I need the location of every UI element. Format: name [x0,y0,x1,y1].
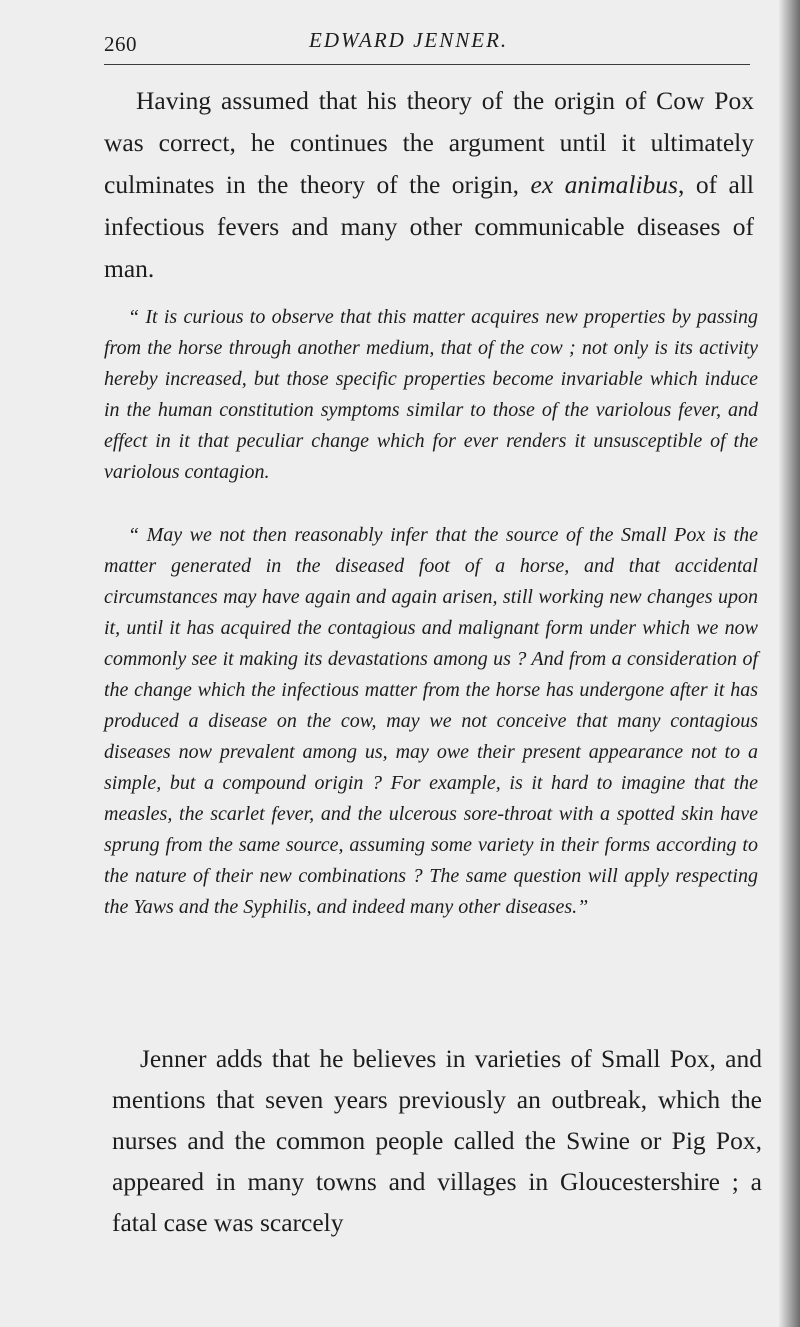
paragraph-conclusion: Jenner adds that he believes in varieties of Small Pox, and mentions that seven years previously an outbreak, which the nurses and the common people called the Swine or Pig Pox, appeared in many towns and villages in Gloucestershire ; a fatal case was scarcely [112,1044,762,1237]
quotation-first: “ It is curious to observe that this matter acquires new properties by passing from the horse through another medium, that of the cow ; not only is its activity hereby increased, but those specific properties become invariable which induce in the human constitution symptoms similar to those of the variolous fever, and effect in it that peculiar change which for ever renders it unsusceptible of the variolous contagion. [104,306,758,483]
page-header [104,26,750,56]
paragraph-intro-text-end: , of all infectious fevers and many other communicable diseases of man. [104,170,755,283]
page-edge-shadow [778,0,800,1327]
quotation-second: “ May we not then reasonably infer that the source of the Small Pox is the matter generated in the diseased foot of a horse, and that accidental circumstances may have again and again arisen, still working new changes upon it, until it has acquired the contagious and malignant form under which we now commonly see it making its devastations among us ? And from a consideration of the change which the infectious matter from the horse has undergone after it has produced a disease on the cow, may we not conceive that many contagious diseases now prevalent among us, may owe their present appearance not to a simple, but a compound origin ? For example, is it hard to imagine that the measles, the scarlet fever, and the ulcerous sore-throat with a spotted skin have sprung from the same source, assuming some variety in their forms according to the nature of their new combinations ? The same question will apply respecting the Yaws and the Syphilis, and indeed many other diseases.” [104,524,758,918]
running-head: EDWARD JENNER. [309,28,509,52]
paragraph-intro-text-start: Having assumed that his theory of the origin of Cow Pox was correct, he continues the argument until it ultimately culminates in the theory of the origin, [104,86,754,199]
header-rule [104,64,750,65]
latin-phrase: ex animalibus [530,170,678,199]
page-number: 260 [104,32,137,56]
paragraph-intro [104,80,754,290]
